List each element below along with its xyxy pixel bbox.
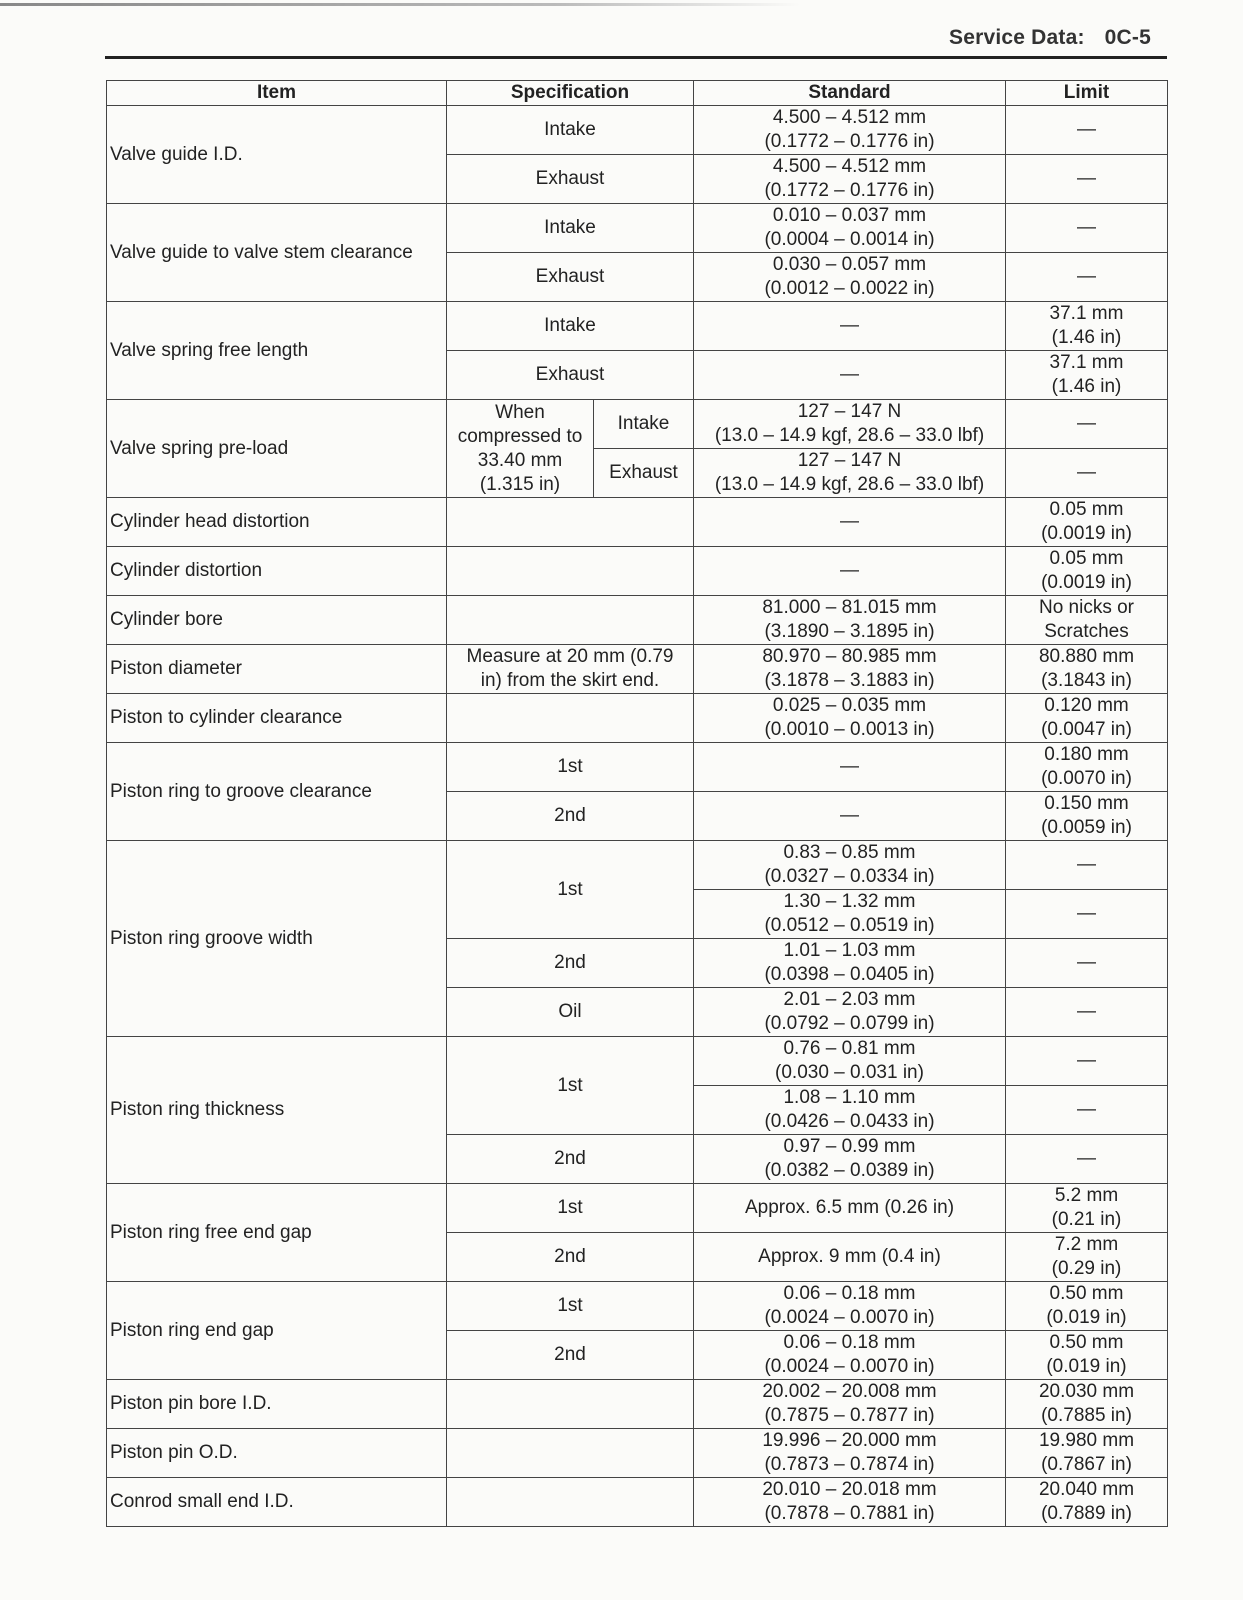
spec-cell [447,1478,694,1527]
item-cell: Piston ring thickness [107,1037,447,1184]
limit-cell: — [1006,204,1168,253]
limit-cell: 19.980 mm (0.7867 in) [1006,1429,1168,1478]
standard-cell: 1.30 – 1.32 mm (0.0512 – 0.0519 in) [694,890,1006,939]
standard-cell: 0.83 – 0.85 mm (0.0327 – 0.0334 in) [694,841,1006,890]
standard-cell: — [694,792,1006,841]
limit-cell: 0.05 mm (0.0019 in) [1006,547,1168,596]
spec-cell: 2nd [447,1135,694,1184]
standard-cell: 0.06 – 0.18 mm (0.0024 – 0.0070 in) [694,1282,1006,1331]
spec-cell: 2nd [447,792,694,841]
standard-cell: 127 – 147 N (13.0 – 14.9 kgf, 28.6 – 33.0 lbf) [694,449,1006,498]
standard-cell: 0.025 – 0.035 mm (0.0010 – 0.0013 in) [694,694,1006,743]
standard-cell: 4.500 – 4.512 mm (0.1772 – 0.1776 in) [694,106,1006,155]
limit-cell: 0.120 mm (0.0047 in) [1006,694,1168,743]
limit-cell: — [1006,1135,1168,1184]
item-cell: Piston to cylinder clearance [107,694,447,743]
spec-cell [447,1429,694,1478]
spec-cell [447,596,694,645]
standard-cell: 81.000 – 81.015 mm (3.1890 – 3.1895 in) [694,596,1006,645]
standard-cell: — [694,351,1006,400]
spec-cell: 2nd [447,1233,694,1282]
spec-cell [447,1380,694,1429]
table-row [107,1478,1168,1527]
item-cell: Piston pin O.D. [107,1429,447,1478]
spec-cell: Exhaust [447,155,694,204]
col-header-standard: Standard [694,81,1006,106]
standard-cell: 0.97 – 0.99 mm (0.0382 – 0.0389 in) [694,1135,1006,1184]
limit-cell: — [1006,939,1168,988]
standard-cell: 127 – 147 N (13.0 – 14.9 kgf, 28.6 – 33.0 lbf) [694,400,1006,449]
standard-cell: — [694,743,1006,792]
table-row [107,547,1168,596]
standard-cell: 20.010 – 20.018 mm (0.7878 – 0.7881 in) [694,1478,1006,1527]
standard-cell: 80.970 – 80.985 mm (3.1878 – 3.1883 in) [694,645,1006,694]
table-row [107,1037,1168,1086]
limit-cell: 37.1 mm (1.46 in) [1006,302,1168,351]
table-row [107,596,1168,645]
spec-cell: Measure at 20 mm (0.79 in) from the skirt end. [447,645,694,694]
spec-cell: 1st [447,1282,694,1331]
table-row [107,498,1168,547]
spec-cell [447,694,694,743]
table-row [107,743,1168,792]
spec-cell: 2nd [447,1331,694,1380]
table-row [107,645,1168,694]
standard-cell: — [694,498,1006,547]
table-row [107,400,1168,449]
table-row [107,694,1168,743]
limit-cell: — [1006,155,1168,204]
limit-cell: 0.150 mm (0.0059 in) [1006,792,1168,841]
spec-condition-cell: When compressed to 33.40 mm (1.315 in) [447,400,594,498]
limit-cell: — [1006,988,1168,1037]
standard-cell: 0.010 – 0.037 mm (0.0004 – 0.0014 in) [694,204,1006,253]
item-cell: Cylinder head distortion [107,498,447,547]
limit-cell: 0.50 mm (0.019 in) [1006,1282,1168,1331]
spec-cell: 1st [447,743,694,792]
spec-cell: Intake [447,204,694,253]
standard-cell: — [694,302,1006,351]
limit-cell: 20.030 mm (0.7885 in) [1006,1380,1168,1429]
standard-cell: 0.030 – 0.057 mm (0.0012 – 0.0022 in) [694,253,1006,302]
limit-cell: — [1006,841,1168,890]
spec-cell [447,498,694,547]
item-cell: Valve guide I.D. [107,106,447,204]
table-row [107,1429,1168,1478]
standard-cell: — [694,547,1006,596]
table-row [107,841,1168,890]
limit-cell: — [1006,253,1168,302]
item-cell: Valve spring pre-load [107,400,447,498]
item-cell: Piston ring groove width [107,841,447,1037]
spec-cell: Intake [594,400,694,449]
limit-cell: No nicks or Scratches [1006,596,1168,645]
standard-cell: 19.996 – 20.000 mm (0.7873 – 0.7874 in) [694,1429,1006,1478]
table-row [107,1282,1168,1331]
standard-cell: 20.002 – 20.008 mm (0.7875 – 0.7877 in) [694,1380,1006,1429]
item-cell: Valve guide to valve stem clearance [107,204,447,302]
spec-cell: Oil [447,988,694,1037]
item-cell: Piston ring to groove clearance [107,743,447,841]
spec-cell [447,547,694,596]
limit-cell: — [1006,1037,1168,1086]
spec-cell: Exhaust [594,449,694,498]
limit-cell: 80.880 mm (3.1843 in) [1006,645,1168,694]
limit-cell: 20.040 mm (0.7889 in) [1006,1478,1168,1527]
col-header-specification: Specification [447,81,694,106]
table-row [107,106,1168,155]
spec-cell: 1st [447,841,694,939]
limit-cell: 0.05 mm (0.0019 in) [1006,498,1168,547]
item-cell: Cylinder bore [107,596,447,645]
limit-cell: 0.180 mm (0.0070 in) [1006,743,1168,792]
table-row [107,302,1168,351]
header-rule [105,56,1167,59]
standard-cell: 0.76 – 0.81 mm (0.030 – 0.031 in) [694,1037,1006,1086]
standard-cell: 1.08 – 1.10 mm (0.0426 – 0.0433 in) [694,1086,1006,1135]
item-cell: Piston ring free end gap [107,1184,447,1282]
spec-cell: 2nd [447,939,694,988]
spec-cell: Intake [447,106,694,155]
section-title: Service Data: [948,26,1085,49]
spec-cell: Intake [447,302,694,351]
standard-cell: 0.06 – 0.18 mm (0.0024 – 0.0070 in) [694,1331,1006,1380]
page-header [949,26,1151,50]
item-cell: Valve spring free length [107,302,447,400]
standard-cell: 4.500 – 4.512 mm (0.1772 – 0.1776 in) [694,155,1006,204]
table-row [107,1380,1168,1429]
item-cell: Piston ring end gap [107,1282,447,1380]
limit-cell: 37.1 mm (1.46 in) [1006,351,1168,400]
spec-cell: Exhaust [447,253,694,302]
page-top-border [0,3,800,6]
limit-cell: — [1006,106,1168,155]
limit-cell: 0.50 mm (0.019 in) [1006,1331,1168,1380]
page-number: 0C-5 [1104,26,1151,49]
standard-cell: 1.01 – 1.03 mm (0.0398 – 0.0405 in) [694,939,1006,988]
service-data-table [106,80,1168,1527]
table-row [107,1184,1168,1233]
spec-cell: 1st [447,1037,694,1135]
item-cell: Piston diameter [107,645,447,694]
limit-cell: 7.2 mm (0.29 in) [1006,1233,1168,1282]
limit-cell: — [1006,449,1168,498]
item-cell: Piston pin bore I.D. [107,1380,447,1429]
spec-cell: Exhaust [447,351,694,400]
item-cell: Cylinder distortion [107,547,447,596]
col-header-limit: Limit [1006,81,1168,106]
limit-cell: — [1006,1086,1168,1135]
limit-cell: 5.2 mm (0.21 in) [1006,1184,1168,1233]
limit-cell: — [1006,400,1168,449]
standard-cell: 2.01 – 2.03 mm (0.0792 – 0.0799 in) [694,988,1006,1037]
standard-cell: Approx. 9 mm (0.4 in) [694,1233,1006,1282]
limit-cell: — [1006,890,1168,939]
standard-cell: Approx. 6.5 mm (0.26 in) [694,1184,1006,1233]
table-header-row [107,81,1168,106]
col-header-item: Item [107,81,447,106]
spec-cell: 1st [447,1184,694,1233]
item-cell: Conrod small end I.D. [107,1478,447,1527]
table-row [107,204,1168,253]
